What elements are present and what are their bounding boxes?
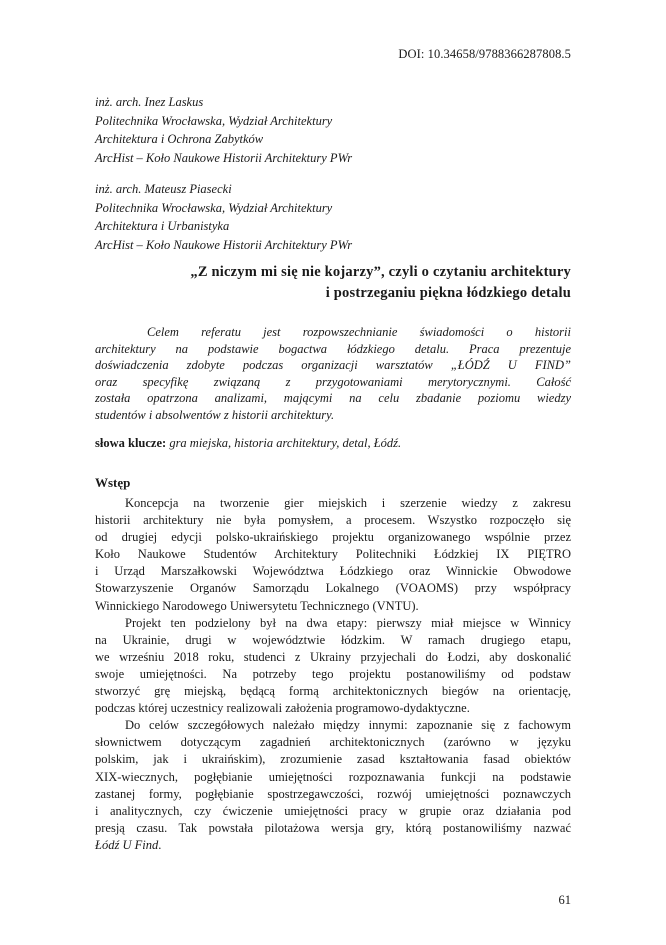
body-line: zastanej formy, pogłębianie spostrzegawczości, rozwój umiejętności poznawczych bbox=[95, 786, 571, 801]
abstract-line: doświadczenia zdobyte podczas organizacji warsztatów „ŁÓDŹ U FIND” bbox=[95, 358, 571, 372]
body-line: i analitycznych, czy ćwiczenie umiejętności pracy w grupie oraz działania pod bbox=[95, 803, 571, 818]
author-block-1 bbox=[95, 93, 575, 167]
author-name: inż. arch. Mateusz Piasecki bbox=[95, 182, 232, 196]
body-line: Stowarzyszenie Organów Samorządu Lokalnego (VOAOMS) przy współpracy bbox=[95, 581, 571, 596]
keywords-label: słowa klucze: bbox=[95, 436, 167, 450]
body-line: na Ukrainie, drugi w województwie łódzkim. W ramach drugiego etapu, bbox=[95, 632, 571, 647]
body-line: i Urząd Marszałkowski Województwa Łódzkiego oraz Winnickie Obwodowe bbox=[95, 564, 571, 579]
body-line: słownictwem dotyczącym zagadnień architektonicznych (zarówno w języku bbox=[95, 735, 571, 750]
body-line: Koncepcja na tworzenie gier miejskich i szerzenie wiedzy z zakresu bbox=[125, 496, 571, 510]
author-program: Architektura i Urbanistyka bbox=[95, 219, 230, 233]
game-name: Łódź U Find bbox=[95, 837, 159, 852]
body-line: Koło Naukowe Studentów Architektury Politechniki Łódzkiej IX PIĘTRO bbox=[95, 547, 571, 562]
author-block-2 bbox=[95, 180, 575, 254]
page-number: 61 bbox=[558, 893, 571, 907]
body-line: Projekt ten podzielony był na dwa etapy: pierwszy miał miejsce w Winnicy bbox=[125, 615, 571, 630]
body-text bbox=[95, 495, 571, 854]
paper-title bbox=[101, 262, 571, 304]
author-program: Architektura i Ochrona Zabytków bbox=[95, 132, 264, 146]
body-line: historii architektury nie była pomysłem, a procesem. Wszystko rozpoczęło się bbox=[95, 513, 571, 528]
author-club: ArcHist – Koło Naukowe Historii Architektury PWr bbox=[95, 150, 353, 165]
body-line: swoje umiejętności. Na potrzeby tego projektu postanowiliśmy od podstaw bbox=[95, 666, 571, 681]
body-line: stworzyć grę miejską, będącą formą architektonicznych biegów na orientację, bbox=[95, 684, 571, 699]
abstract-line: Celem referatu jest rozpowszechnianie świadomości o historii bbox=[147, 325, 571, 339]
body-line-tail: . bbox=[158, 837, 162, 852]
author-club: ArcHist – Koło Naukowe Historii Architektury PWr bbox=[95, 237, 353, 252]
body-line: polskim, jak i ukraińskim), zrozumienie zasad kształtowania fasad obiektów bbox=[95, 752, 571, 767]
body-line: we wrześniu 2018 roku, studenci z Ukrainy przyjechali do Łodzi, aby doskonalić bbox=[95, 649, 571, 664]
body-line bbox=[95, 837, 571, 854]
doi-header: DOI: 10.34658/9788366287808.5 bbox=[398, 47, 571, 61]
abstract-line: studentów i absolwentów z historii architektury. bbox=[95, 407, 335, 422]
body-line: od drugiej edycji polsko-ukraińskiego projektu organizowanego wspólnie przez bbox=[95, 530, 571, 545]
body-line: presją czasu. Tak powstała pilotażowa wersja gry, którą postanowiliśmy nazwać bbox=[95, 820, 571, 835]
author-affiliation: Politechnika Wrocławska, Wydział Architektury bbox=[95, 200, 333, 215]
title-line: i postrzeganiu piękna łódzkiego detalu bbox=[325, 285, 571, 301]
keywords bbox=[95, 435, 571, 451]
abstract-line: oraz specyfikę związaną z przygotowaniami merytorycznymi. Całość bbox=[95, 374, 571, 389]
abstract-line: została opatrzona analizami, mającymi na celu zbadanie poziomu wiedzy bbox=[95, 391, 571, 405]
body-line: Do celów szczegółowych należało między innymi: zapoznanie się z fachowym bbox=[125, 718, 571, 733]
abstract bbox=[95, 324, 571, 423]
title-line: „Z niczym mi się nie kojarzy”, czyli o czytaniu architektury bbox=[190, 264, 571, 280]
body-line: podczas której uczestnicy realizowali założenia programowo-dydaktyczne. bbox=[95, 701, 470, 716]
author-affiliation: Politechnika Wrocławska, Wydział Architektury bbox=[95, 113, 333, 128]
keywords-text: gra miejska, historia architektury, detal, Łódź. bbox=[166, 436, 402, 450]
abstract-line: architektury na podstawie bogactwa łódzkiego detalu. Praca prezentuje bbox=[95, 341, 571, 356]
body-line: XIX-wiecznych, pogłębianie umiejętności rozpoznawania funkcji na podstawie bbox=[95, 769, 571, 784]
body-line: Winnickiego Narodowego Uniwersytetu Technicznego (VNTU). bbox=[95, 598, 419, 613]
section-heading: Wstęp bbox=[95, 475, 131, 490]
author-name: inż. arch. Inez Laskus bbox=[95, 95, 204, 109]
